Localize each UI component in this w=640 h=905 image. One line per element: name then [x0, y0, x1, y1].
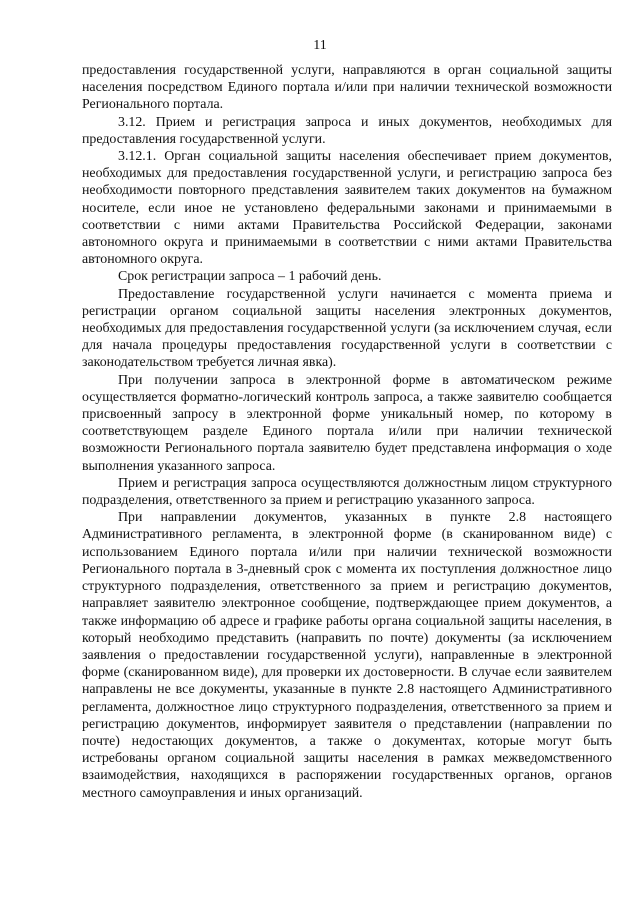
paragraph-service-start: Предоставление государственной услуги начинается с момента приема и регистрации органом социальной защиты населения электронных документов, необходимых для предоставления государственной услуги (за исключением случая, если для начала процедуры предоставления государственной услуги в соответствии с законодательством требуется личная явка). [82, 286, 612, 371]
page-number: 11 [313, 38, 327, 53]
paragraph-3-12: 3.12. Прием и регистрация запроса и иных документов, необходимых для предоставления государственной услуги. [82, 114, 612, 147]
paragraph-electronic-request: При получении запроса в электронной форме в автоматическом режиме осуществляется форматно-логический контроль запроса, а также заявителю сообщается присвоенный запросу в электронной форме уникальный номер, по которому в соответствующем разделе Единого портала и/или при наличии технической возможности Регионального портала заявителю будет представлена информация о ходе выполнения указанного запроса. [82, 372, 612, 474]
paragraph-3-12-1: 3.12.1. Орган социальной защиты населения обеспечивает прием документов, необходимых для предоставления государственной услуги, и регистрацию запроса без необходимости повторного представления заявителем таких документов на бумажном носителе, если иное не установлено федеральными законами и принимаемыми в соответствии с ними актами Правительства Российской Федерации, законами автономного округа и принимаемыми в соответствии с ними актами Правительства автономного округа. [82, 149, 612, 268]
body-text [82, 62, 612, 802]
paragraph-continuation: предоставления государственной услуги, направляются в орган социальной защиты населения посредством Единого портала и/или при наличии технической возможности Регионального портала. [82, 63, 612, 113]
paragraph-registration-term: Срок регистрации запроса – 1 рабочий день. [118, 269, 382, 285]
paragraph-electronic-documents: При направлении документов, указанных в пункте 2.8 настоящего Административного регламента, в электронной форме (в сканированном виде) с использованием Единого портала и/или при наличии технической возможности Регионального портала в 3-дневный срок с момента их поступления должностное лицо структурного подразделения, ответственного за прием и регистрацию документов, направляет заявителю электронное сообщение, подтверждающее прием документов, а также информацию об адресе и графике работы органа социальной защиты населения, в который необходимо представить (направить по почте) документы (за исключением заявления о предоставлении государственной услуги), направленные в электронной форме (сканированном виде), для проверки их достоверности. В случае если заявителем направлены не все документы, указанные в пункте 2.8 настоящего Административного регламента, должностное лицо структурного подразделения, ответственного за прием и регистрацию документов, информирует заявителя о представлении (направлении по почте) недостающих документов, а также о документах, которые могут быть истребованы органом социальной защиты населения в рамках межведомственного взаимодействия, находящихся в распоряжении государственных органов, органов местного самоуправления и иных организаций. [82, 510, 612, 801]
paragraph-responsible-official: Прием и регистрация запроса осуществляются должностным лицом структурного подразделения, ответственного за прием и регистрацию указанного запроса. [82, 475, 612, 509]
